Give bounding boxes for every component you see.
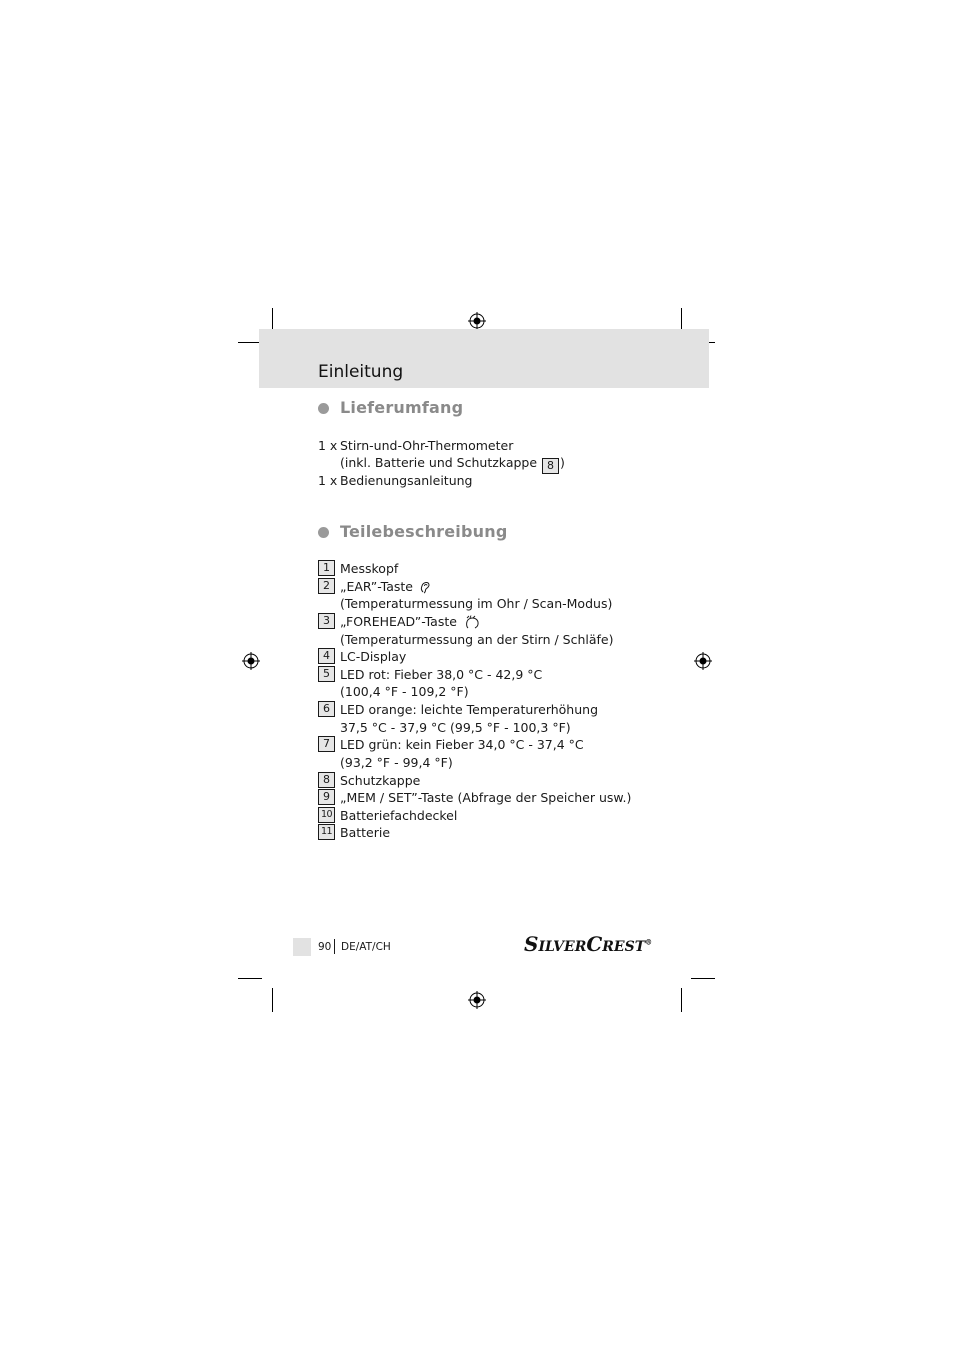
item-description-detail-text: (inkl. Batterie und Schutzkappe <box>340 455 538 470</box>
part-label: Schutzkappe <box>340 773 421 788</box>
part-number-box: 5 <box>318 666 335 682</box>
part-description: (Temperaturmessung im Ohr / Scan-Modus) <box>340 596 613 611</box>
item-description-detail <box>340 455 565 474</box>
brand-letters: ILVER <box>538 939 587 955</box>
item-description: Stirn-und-Ohr-Thermometer <box>340 438 514 453</box>
part-label: „MEM / SET”-Taste (Abfrage der Speicher usw.) <box>340 790 632 805</box>
brand-letter: C <box>586 932 603 956</box>
part-label: Batteriefachdeckel <box>340 808 458 823</box>
part-number-box: 9 <box>318 789 335 805</box>
brand-letter: S <box>524 932 539 956</box>
section-bullet-icon <box>318 403 329 414</box>
part-description: (Temperaturmessung an der Stirn / Schläfe) <box>340 632 614 647</box>
part-label: „EAR”-Taste <box>340 579 413 594</box>
footer-language: DE/AT/CH <box>341 941 391 953</box>
registration-mark-icon <box>468 991 486 1009</box>
crop-mark <box>691 978 715 979</box>
part-label: LED grün: kein Fieber 34,0 °C - 37,4 °C <box>340 737 584 752</box>
item-quantity: 1 x <box>318 438 338 453</box>
part-description: (93,2 °F - 99,4 °F) <box>340 755 453 770</box>
part-label: Batterie <box>340 825 391 840</box>
forehead-icon <box>464 615 480 630</box>
part-label: LED rot: Fieber 38,0 °C - 42,9 °C <box>340 667 543 682</box>
part-number-box: 8 <box>318 772 335 788</box>
part-label: „FOREHEAD”-Taste <box>340 614 457 629</box>
footer-divider <box>334 939 335 954</box>
page-number: 90 <box>318 941 332 953</box>
part-number-box: 6 <box>318 701 335 717</box>
registered-mark: ® <box>645 937 653 947</box>
brand-logo <box>524 932 652 956</box>
section-heading-lieferumfang: Lieferumfang <box>340 398 464 417</box>
registration-mark-icon <box>242 652 260 670</box>
item-quantity: 1 x <box>318 473 338 488</box>
part-number-box: 1 <box>318 560 335 576</box>
crop-mark <box>272 988 273 1012</box>
registration-mark-icon <box>468 312 486 330</box>
part-number-box: 2 <box>318 578 335 594</box>
part-number-box: 10 <box>318 807 335 823</box>
part-description: 37,5 °C - 37,9 °C (99,5 °F - 100,3 °F) <box>340 720 571 735</box>
part-description: (100,4 °F - 109,2 °F) <box>340 684 469 699</box>
item-description: Bedienungsanleitung <box>340 473 473 488</box>
crop-mark <box>681 988 682 1012</box>
part-label: LC-Display <box>340 649 407 664</box>
part-label-row <box>340 579 431 595</box>
part-number-box: 4 <box>318 648 335 664</box>
section-heading-teilebeschreibung: Teilebeschreibung <box>340 522 508 541</box>
page-title: Einleitung <box>318 362 404 382</box>
part-number-box: 7 <box>318 736 335 752</box>
brand-letters: REST <box>602 939 646 955</box>
item-description-close: ) <box>560 455 565 470</box>
part-label: LED orange: leichte Temperaturerhöhung <box>340 702 599 717</box>
part-label: Messkopf <box>340 561 399 576</box>
part-label-row <box>340 614 480 630</box>
ear-icon <box>420 579 431 595</box>
crop-mark <box>238 978 262 979</box>
section-bullet-icon <box>318 527 329 538</box>
footer-page-tab <box>293 938 311 956</box>
part-reference-box: 8 <box>542 458 559 474</box>
part-number-box: 3 <box>318 613 335 629</box>
registration-mark-icon <box>694 652 712 670</box>
part-number-box: 11 <box>318 824 335 840</box>
